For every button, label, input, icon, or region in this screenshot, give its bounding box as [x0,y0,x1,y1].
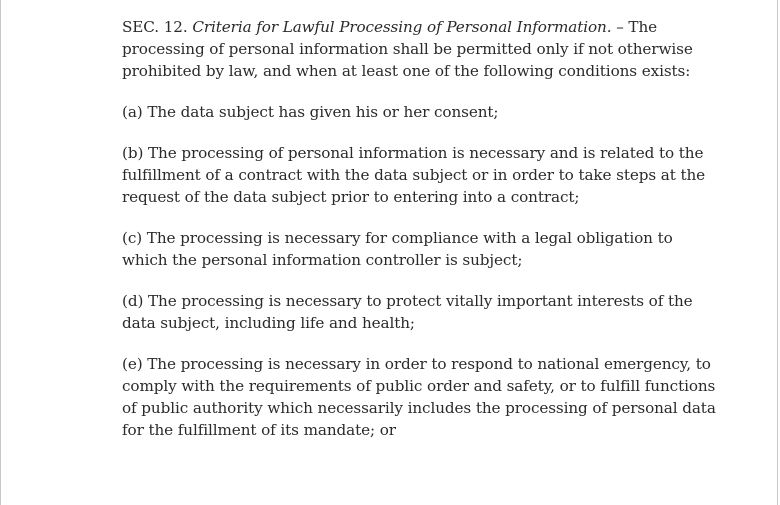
section-number: SEC. 12. [122,18,188,36]
condition-a: (a) The data subject has given his or her consent; [122,103,499,121]
condition-c: (c) The processing is necessary for compliance with a legal obligation to which the personal information controller is subject; [122,229,673,269]
section-intro: – The processing of personal information shall be permitted only if not otherwise prohibited by law, and when at least one of the following conditions exists: [122,18,693,80]
condition-e: (e) The processing is necessary in order to respond to national emergency, to comply with the requirements of public order and safety, or to fulfill functions of public authority which necessarily includes the processing of personal data for the fulfillment of its mandate; or [122,355,716,439]
condition-b: (b) The processing of personal information is necessary and is related to the fulfillment of a contract with the data subject or in order to take steps at the request of the data subject prior to entering into a contract; [122,144,706,206]
section-heading-paragraph [122,16,722,82]
document-body [122,16,722,460]
condition-d: (d) The processing is necessary to protect vitally important interests of the data subject, including life and health; [122,292,693,332]
section-title: Criteria for Lawful Processing of Personal Information. [192,18,612,36]
